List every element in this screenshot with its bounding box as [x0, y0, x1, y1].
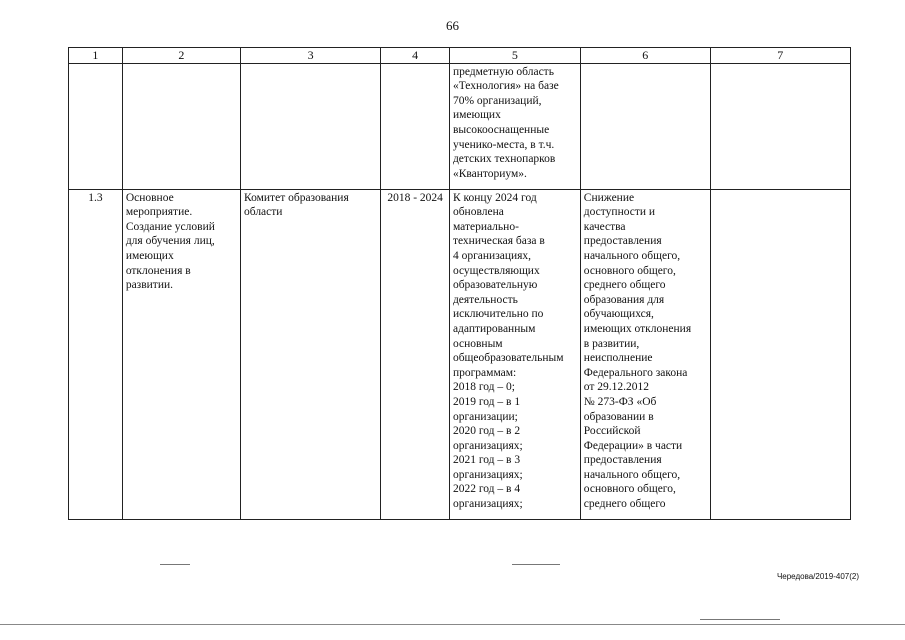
- cell-text-line: программам:: [452, 366, 517, 379]
- cell-text-line: Федерального закона: [583, 366, 688, 379]
- period-cell: [381, 63, 450, 189]
- cell-text-line: организациях;: [452, 439, 523, 452]
- header-row: [69, 48, 851, 64]
- cell-text-line: имеющих отклонения: [583, 322, 692, 335]
- cell-text-line: К концу 2024 год: [452, 191, 537, 204]
- cell-text-line: «Технология» на базе: [452, 80, 559, 93]
- cell-text-line: организациях;: [452, 498, 523, 511]
- cell-text-line: начального общего,: [583, 468, 681, 481]
- cell-text-line: образовании в: [583, 410, 654, 423]
- cell-text-line: мероприятие.: [125, 206, 193, 219]
- cell-text-line: 4 организациях,: [452, 249, 532, 262]
- column-header: 1: [69, 48, 123, 64]
- cell-text-line: образовательную: [452, 279, 538, 292]
- cell-text-line: имеющих: [125, 249, 174, 262]
- column-header: 6: [580, 48, 710, 64]
- cell-text-line: Комитет образования: [244, 191, 349, 204]
- scan-edge-line: [0, 624, 905, 625]
- cell-text-line: организации;: [452, 410, 518, 423]
- cell-text-line: предметную область: [452, 65, 554, 78]
- document-code: Чередова/2019-407(2): [776, 572, 859, 581]
- expected-result-cell: [449, 63, 580, 189]
- cell-text-line: в развитии,: [583, 337, 640, 350]
- cell-text-line: «Кванториум».: [452, 167, 527, 180]
- cell-text-line: деятельность: [452, 293, 518, 306]
- program-table: [68, 47, 851, 520]
- cell-text-line: Российской: [583, 425, 641, 438]
- cell-text-line: доступности и: [583, 206, 656, 219]
- cell-text-line: обучающихся,: [583, 308, 654, 321]
- cell-text-line: № 273-ФЗ «Об: [583, 395, 657, 408]
- column-header: 5: [449, 48, 580, 64]
- cell-text-line: основным: [452, 337, 503, 350]
- cell-text-line: ученико-места, в т.ч.: [452, 138, 555, 151]
- row-number-cell: 1.3: [69, 189, 123, 519]
- cell-text-line: от 29.12.2012: [583, 381, 650, 394]
- column-header: 4: [381, 48, 450, 64]
- cell-text-line: для обучения лиц,: [125, 235, 215, 248]
- cell-text-line: 2018 год – 0;: [452, 381, 515, 394]
- scan-artifact: [700, 619, 780, 620]
- cell-text-line: обновлена: [452, 206, 504, 219]
- table-row: [69, 189, 851, 519]
- cell-text-line: среднего общего: [583, 498, 666, 511]
- cell-text-line: Основное: [125, 191, 174, 204]
- cell-text-line: области: [244, 206, 283, 219]
- cell-text-line: 2021 год – в 3: [452, 454, 521, 467]
- cell-text-line: качества: [583, 220, 626, 233]
- cell-text-line: материально-: [452, 220, 519, 233]
- scan-artifact: [512, 564, 560, 565]
- cell-text-line: неисполнение: [583, 352, 653, 365]
- activity-name-cell: [122, 63, 240, 189]
- cell-text-line: общеобразовательным: [452, 352, 564, 365]
- scan-artifact: [160, 564, 190, 565]
- cell-text-line: 2019 год – в 1: [452, 395, 521, 408]
- column-header: 3: [241, 48, 381, 64]
- expected-result-cell: [449, 189, 580, 519]
- cell-text-line: организациях;: [452, 468, 523, 481]
- cell-text-line: осуществляющих: [452, 264, 540, 277]
- cell-text-line: детских технопарков: [452, 153, 556, 166]
- cell-text-line: техническая база в: [452, 235, 545, 248]
- cell-text-line: исключительно по: [452, 308, 544, 321]
- column-header: 2: [122, 48, 240, 64]
- cell-text-line: Федерации» в части: [583, 439, 683, 452]
- cell-text-line: предоставления: [583, 454, 662, 467]
- cell-text-line: высокооснащенные: [452, 123, 550, 136]
- cell-text-line: Снижение: [583, 191, 635, 204]
- column-header: 7: [710, 48, 850, 64]
- cell-text-line: Создание условий: [125, 220, 215, 233]
- relation-cell: [710, 189, 850, 519]
- cell-text-line: основного общего,: [583, 264, 676, 277]
- cell-text-line: предоставления: [583, 235, 662, 248]
- cell-text-line: имеющих: [452, 109, 501, 122]
- cell-text-line: основного общего,: [583, 483, 676, 496]
- cell-text-line: образования для: [583, 293, 665, 306]
- cell-text-line: 2022 год – в 4: [452, 483, 521, 496]
- consequences-cell: [580, 189, 710, 519]
- relation-cell: [710, 63, 850, 189]
- table-row: [69, 63, 851, 189]
- executor-cell: [241, 189, 381, 519]
- cell-text-line: начального общего,: [583, 249, 681, 262]
- executor-cell: [241, 63, 381, 189]
- cell-text-line: 70% организаций,: [452, 94, 542, 107]
- activity-name-cell: [122, 189, 240, 519]
- cell-text-line: адаптированным: [452, 322, 536, 335]
- period-cell: 2018 - 2024: [381, 189, 450, 519]
- cell-text-line: среднего общего: [583, 279, 666, 292]
- row-number-cell: [69, 63, 123, 189]
- page-number: 66: [446, 18, 459, 33]
- cell-text-line: развитии.: [125, 279, 174, 292]
- cell-text-line: отклонения в: [125, 264, 191, 277]
- consequences-cell: [580, 63, 710, 189]
- cell-text-line: 2020 год – в 2: [452, 425, 521, 438]
